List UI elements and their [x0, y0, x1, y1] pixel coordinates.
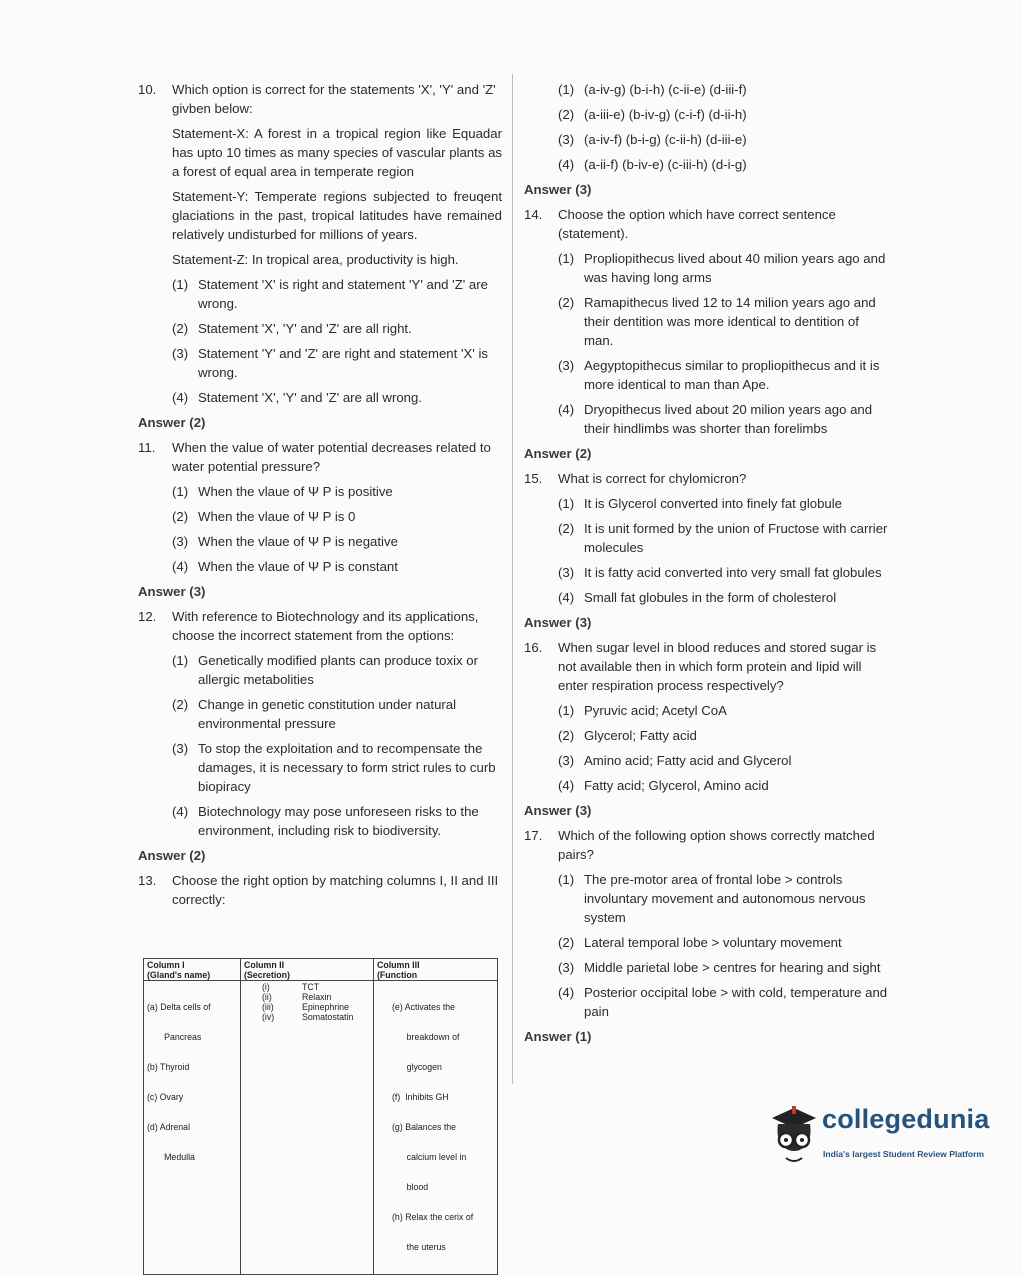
question-text: Choose the right option by matching columns I, II and III correctly: — [172, 873, 499, 907]
option-text: To stop the exploitation and to recompensate the damages, it is necessary to form strict rules to curb biopiracy — [198, 741, 496, 794]
cell-line: glycogen — [392, 1062, 442, 1072]
matching-table — [143, 958, 498, 1275]
right-column — [524, 80, 888, 1052]
option-text: (a-iv-g) (b-i-h) (c-ii-e) (d-iii-f) — [584, 82, 747, 97]
option-2 — [558, 933, 888, 952]
option-4 — [558, 983, 888, 1021]
option-number: (4) — [172, 390, 189, 405]
option-text: When the vlaue of Ψ P is constant — [198, 559, 398, 574]
column-3-cell — [374, 981, 498, 1275]
answer-17: Answer (1) — [524, 1029, 592, 1044]
question-13 — [138, 871, 502, 909]
cell-line: blood — [392, 1182, 429, 1192]
option-2 — [558, 293, 888, 350]
option-number: (2) — [558, 295, 575, 310]
option-number: (3) — [558, 753, 575, 768]
option-number: (3) — [172, 741, 189, 756]
cell-line: (d) Adrenal — [147, 1122, 191, 1132]
roman-numeral: (iii) — [262, 1002, 274, 1012]
cell-line: Pancreas — [147, 1032, 202, 1042]
option-1 — [558, 870, 888, 927]
cell-line — [244, 992, 370, 1002]
option-number: (2) — [558, 935, 575, 950]
option-text: It is fatty acid converted into very small fat globules — [584, 565, 882, 580]
question-number: 12. — [138, 609, 157, 624]
roman-numeral: (iv) — [262, 1012, 275, 1022]
answer-15: Answer (3) — [524, 615, 592, 630]
column-1-cell — [144, 981, 241, 1275]
option-text: (a-iii-e) (b-iv-g) (c-i-f) (d-ii-h) — [584, 107, 747, 122]
secretion: Somatostatin — [302, 1012, 354, 1022]
option-text: When the vlaue of Ψ P is positive — [198, 484, 393, 499]
option-text: Statement 'X' is right and statement 'Y' and 'Z' are wrong. — [198, 277, 488, 311]
question-text: When sugar level in blood reduces and stored sugar is not available then in which form protein and lipid will enter respiration process respectively? — [558, 640, 877, 693]
option-4 — [172, 557, 502, 576]
option-text: Amino acid; Fatty acid and Glycerol — [584, 753, 792, 768]
option-1 — [558, 494, 888, 513]
cell-line: (g) Balances the — [392, 1122, 457, 1132]
secretion: TCT — [302, 982, 320, 992]
option-text: Fatty acid; Glycerol, Amino acid — [584, 778, 769, 793]
option-1 — [172, 275, 502, 313]
question-text: Which option is correct for the statements 'X', 'Y' and 'Z' givben below: — [172, 82, 496, 116]
secretion: Relaxin — [302, 992, 332, 1002]
question-number: 17. — [524, 828, 543, 843]
header-subtitle: (Gland's name) — [147, 970, 211, 980]
cell-line — [244, 982, 370, 992]
option-number: (4) — [558, 778, 575, 793]
option-text: (a-iv-f) (b-i-g) (c-ii-h) (d-iii-e) — [584, 132, 747, 147]
option-number: (4) — [558, 985, 575, 1000]
option-number: (1) — [558, 872, 575, 887]
option-3 — [558, 356, 888, 394]
question-number: 16. — [524, 640, 543, 655]
option-number: (2) — [172, 697, 189, 712]
cell-line — [244, 1002, 370, 1012]
statement-y: Statement-Y: Temperate regions subjected to freuqent glaciations in the past, tropical latitudes have remained relatively undisturbed for millions of years. — [172, 189, 502, 242]
option-text: Genetically modified plants can produce toxix or allergic metabolities — [198, 653, 479, 687]
option-text: (a-ii-f) (b-iv-e) (c-iii-h) (d-i-g) — [584, 157, 747, 172]
option-number: (3) — [558, 565, 575, 580]
option-4 — [558, 400, 888, 438]
column-3-header — [374, 959, 498, 981]
option-2 — [172, 695, 502, 733]
option-number: (1) — [172, 277, 189, 292]
column-2-header — [241, 959, 374, 981]
question-17 — [524, 826, 888, 1021]
statement-z: Statement-Z: In tropical area, productivity is high. — [172, 252, 459, 267]
answer-13: Answer (3) — [524, 182, 592, 197]
option-number: (2) — [172, 509, 189, 524]
table-row — [144, 981, 498, 1275]
option-4 — [172, 388, 502, 407]
cell-line: (c) Ovary — [147, 1092, 184, 1102]
option-number: (4) — [172, 559, 189, 574]
answer-16: Answer (3) — [524, 803, 592, 818]
graduate-mascot-icon — [768, 1098, 828, 1170]
question-text: Which of the following option shows correctly matched pairs? — [558, 828, 875, 862]
option-1 — [558, 249, 888, 287]
option-number: (4) — [558, 590, 575, 605]
answer-11: Answer (3) — [138, 584, 206, 599]
option-2 — [558, 105, 888, 124]
secretion: Epinephrine — [302, 1002, 349, 1012]
option-text: Posterior occipital lobe > with cold, temperature and pain — [584, 985, 888, 1019]
cell-line: (a) Delta cells of — [147, 1002, 211, 1012]
option-1 — [172, 482, 502, 501]
cell-line: calcium level in — [392, 1152, 467, 1162]
option-text: Statement 'X', 'Y' and 'Z' are all wrong. — [198, 390, 423, 405]
question-number: 14. — [524, 207, 543, 222]
question-text: With reference to Biotechnology and its applications, choose the incorrect statement from the options: — [172, 609, 479, 643]
option-text: Ramapithecus lived 12 to 14 milion years ago and their dentition was more identical to dentition of man. — [584, 295, 876, 348]
option-3 — [558, 958, 888, 977]
option-text: It is unit formed by the union of Fructose with carrier molecules — [584, 521, 888, 555]
question-12 — [138, 607, 502, 840]
option-3 — [558, 130, 888, 149]
option-number: (2) — [172, 321, 189, 336]
option-text: Middle parietal lobe > centres for hearing and sight — [584, 960, 881, 975]
question-11 — [138, 438, 502, 576]
option-text: Propliopithecus lived about 40 milion years ago and was having long arms — [584, 251, 886, 285]
question-number: 15. — [524, 471, 543, 486]
option-text: Biotechnology may pose unforeseen risks to the environment, including risk to biodiversity. — [198, 804, 479, 838]
question-15 — [524, 469, 888, 607]
cell-line: (h) Relax the cerix of — [392, 1212, 474, 1222]
option-number: (3) — [558, 960, 575, 975]
question-text: When the value of water potential decreases related to water potential pressure? — [172, 440, 491, 474]
option-2 — [558, 519, 888, 557]
option-number: (1) — [558, 82, 575, 97]
option-number: (1) — [558, 703, 575, 718]
option-4 — [558, 588, 888, 607]
cell-line: (e) Activates the — [392, 1002, 456, 1012]
header-title: Column I — [147, 960, 185, 970]
header-title: Column II — [244, 960, 285, 970]
option-1 — [558, 701, 888, 720]
option-number: (2) — [558, 521, 575, 536]
cell-line: breakdown of — [392, 1032, 460, 1042]
option-text: Change in genetic constitution under natural environmental pressure — [198, 697, 457, 731]
roman-numeral: (ii) — [262, 992, 272, 1002]
cell-line: the uterus — [392, 1242, 446, 1252]
answer-14: Answer (2) — [524, 446, 592, 461]
left-column — [138, 80, 502, 915]
option-text: Statement 'Y' and 'Z' are right and statement 'X' is wrong. — [198, 346, 488, 380]
option-number: (1) — [558, 496, 575, 511]
option-2 — [172, 319, 502, 338]
column-1-header — [144, 959, 241, 981]
option-text: When the vlaue of Ψ P is negative — [198, 534, 398, 549]
option-number: (3) — [172, 346, 189, 361]
option-text: The pre-motor area of frontal lobe > controls involuntary movement and autonomous nervous system — [584, 872, 866, 925]
option-1 — [172, 651, 502, 689]
option-number: (1) — [172, 484, 189, 499]
option-number: (3) — [558, 358, 575, 373]
question-number: 11. — [138, 440, 156, 455]
option-2 — [558, 726, 888, 745]
header-title: Column III — [377, 960, 420, 970]
cell-line: (f) Inhibits GH — [392, 1092, 449, 1102]
question-number: 10. — [138, 82, 157, 97]
option-2 — [172, 507, 502, 526]
option-3 — [558, 751, 888, 770]
cell-line: Medulla — [147, 1152, 195, 1162]
roman-numeral: (i) — [262, 982, 270, 992]
column-2-cell — [241, 981, 374, 1275]
option-3 — [172, 739, 502, 796]
option-text: Lateral temporal lobe > voluntary movement — [584, 935, 842, 950]
option-4 — [558, 155, 888, 174]
option-number: (2) — [558, 107, 575, 122]
table-header-row — [144, 959, 498, 981]
option-text: Statement 'X', 'Y' and 'Z' are all right. — [198, 321, 412, 336]
option-text: It is Glycerol converted into finely fat globule — [584, 496, 843, 511]
option-number: (1) — [172, 653, 189, 668]
option-text: Glycerol; Fatty acid — [584, 728, 697, 743]
answer-12: Answer (2) — [138, 848, 206, 863]
brand-tagline: India's largest Student Review Platform — [823, 1149, 985, 1159]
option-1 — [558, 80, 888, 99]
cell-line — [244, 1012, 370, 1022]
option-number: (3) — [558, 132, 575, 147]
option-text: When the vlaue of Ψ P is 0 — [198, 509, 356, 524]
column-divider — [512, 74, 513, 1084]
option-number: (4) — [558, 157, 575, 172]
question-16 — [524, 638, 888, 795]
option-text: Pyruvic acid; Acetyl CoA — [584, 703, 727, 718]
option-number: (4) — [558, 402, 575, 417]
header-subtitle: (Secretion) — [244, 970, 290, 980]
answer-10: Answer (2) — [138, 415, 206, 430]
option-text: Small fat globules in the form of cholesterol — [584, 590, 837, 605]
option-4 — [172, 802, 502, 840]
question-10 — [138, 80, 502, 407]
question-text: Choose the option which have correct sentence (statement). — [558, 207, 836, 241]
option-3 — [558, 563, 888, 582]
question-13-options — [524, 80, 888, 174]
question-text: What is correct for chylomicron? — [558, 471, 747, 486]
cell-line: (b) Thyroid — [147, 1062, 190, 1072]
option-number: (1) — [558, 251, 575, 266]
brand-name: collegedunia — [822, 1104, 990, 1134]
option-number: (4) — [172, 804, 189, 819]
header-subtitle: (Function — [377, 970, 418, 980]
statement-x: Statement-X: A forest in a tropical region like Equadar has upto 10 times as many species of vascular plants as a forest of equal area in temperate region — [172, 126, 502, 179]
question-number: 13. — [138, 873, 157, 888]
option-3 — [172, 532, 502, 551]
option-text: Aegyptopithecus similar to propliopithecus and it is more identical to man than Ape. — [584, 358, 880, 392]
option-number: (3) — [172, 534, 189, 549]
option-text: Dryopithecus lived about 20 milion years ago and their hindlimbs was shorter than forelimbs — [584, 402, 873, 436]
question-14 — [524, 205, 888, 438]
option-4 — [558, 776, 888, 795]
option-number: (2) — [558, 728, 575, 743]
option-3 — [172, 344, 502, 382]
